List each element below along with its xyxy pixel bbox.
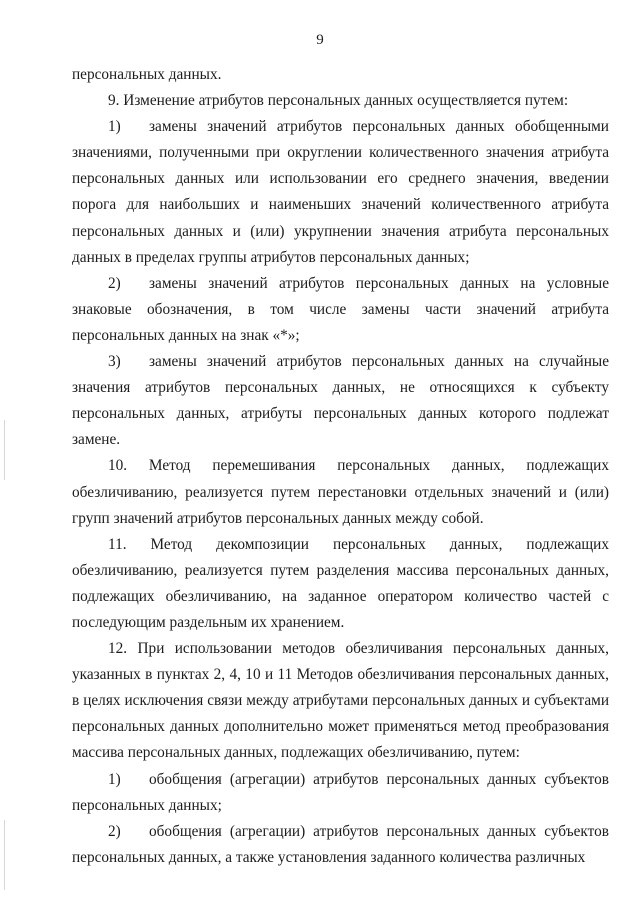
paragraph [72, 636, 609, 766]
paragraph [72, 62, 609, 88]
paragraph [72, 88, 609, 114]
paragraph-text: 12. При использовании методов обезличивания персональных данных, указанных в пунктах 2, 4, 10 и 11 Методов обезличивания персональных данных, в целях исключения связи между атрибутами персональных данных и субъектами персональных данных дополнительно может применяться метод преобразования массива персональных данных, подлежащих обезличиванию, путем: [72, 640, 609, 762]
paragraph-text: 11. Метод декомпозиции персональных данных, подлежащих обезличиванию, реализуется путем разделения массива персональных данных, подлежащих обезличиванию, на заданное оператором количество частей с последующим раздельным их хранением. [72, 535, 609, 631]
paragraph [72, 453, 609, 531]
list-item [72, 349, 609, 453]
list-item-text: обобщения (агрегации) атрибутов персональных данных субъектов персональных данных, а также установления заданного количества различных [72, 822, 609, 866]
list-item-text: замены значений атрибутов персональных данных на случайные значения атрибутов персональных данных, не относящихся к субъекту персональных данных, атрибуты персональных данных которого подлежат замене. [72, 353, 609, 449]
list-item [72, 271, 609, 349]
list-item [72, 114, 609, 271]
list-item-number: 2) [108, 822, 121, 840]
scan-edge-mark [4, 420, 5, 480]
paragraph-text: персональных данных. [72, 66, 222, 83]
list-item-number: 2) [108, 274, 121, 292]
list-item [72, 767, 609, 819]
paragraph-text: 9. Изменение атрибутов персональных данных осуществляется путем: [108, 92, 569, 110]
paragraph [72, 532, 609, 636]
paragraph-text: 10. Метод перемешивания персональных данных, подлежащих обезличиванию, реализуется путем перестановки отдельных значений и (или) групп значений атрибутов персональных данных между собой. [72, 457, 609, 527]
list-item-text: обобщения (агрегации) атрибутов персональных данных субъектов персональных данных; [72, 770, 609, 814]
page-number: 9 [316, 32, 324, 48]
list-item-number: 3) [108, 353, 121, 371]
document-body [72, 62, 609, 871]
list-item-text: замены значений атрибутов персональных данных обобщенными значениями, полученными при округлении количественного значения атрибута персональных данных или использовании его среднего значения, введении порога для наибольших и наименьших значений количественного атрибута персональных данных и (или) укрупнении значения атрибута персональных данных в пределах группы атрибутов персональных данных; [72, 118, 609, 266]
list-item-number: 1) [108, 770, 121, 788]
list-item-text: замены значений атрибутов персональных данных на условные знаковые обозначения, в том числе замены части значений атрибута персональных данных на знак «*»; [72, 274, 609, 344]
list-item-number: 1) [108, 118, 121, 136]
list-item [72, 819, 609, 871]
scan-edge-mark [4, 820, 5, 890]
